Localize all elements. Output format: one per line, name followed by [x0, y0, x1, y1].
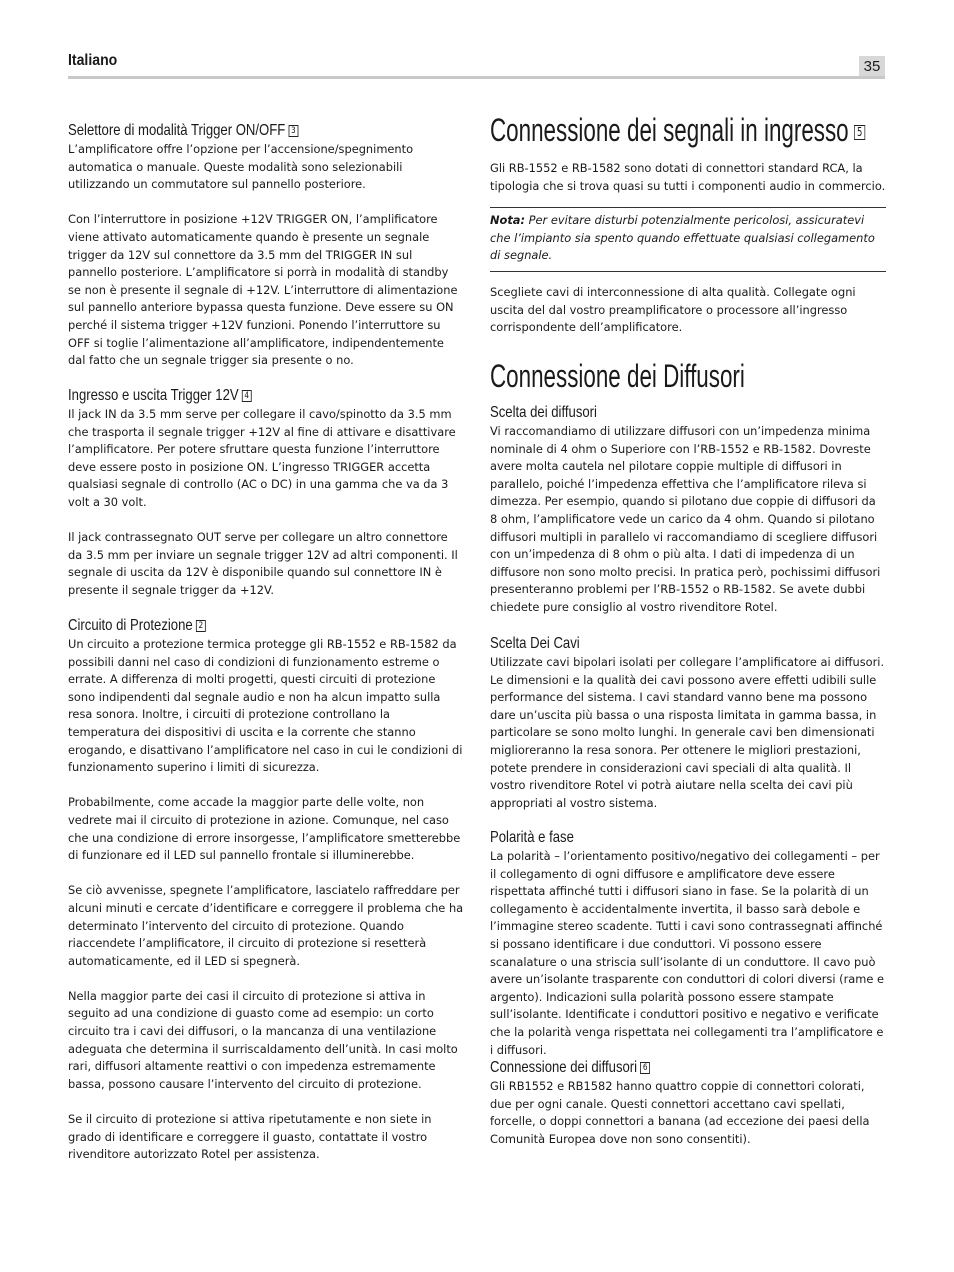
polarity-section [490, 828, 886, 1059]
paragraph: Gli RB-1552 e RB-1582 sono dotati di connettori standard RCA, la tipologia che si trova quasi su tutti i componenti audio in commercio. [490, 161, 886, 193]
paragraph: L’amplificatore offre l’opzione per l’accensione/spegnimento automatica o manuale. Queste modalità sono selezionabili utilizzando un commutatore sul pannello posteriore. [68, 142, 414, 192]
speaker-connection-section [490, 1058, 886, 1148]
ref-number-badge: 4 [242, 390, 252, 402]
polarity-heading: Polarità e fase [490, 829, 574, 846]
header-divider [68, 76, 885, 79]
speaker-connection-heading: Connessione dei diffusori 6 [490, 1058, 815, 1078]
speaker-choice-section [490, 403, 886, 617]
protection-heading: Circuito di Protezione 2 [68, 616, 393, 636]
paragraph: Utilizzate cavi bipolari isolati per collegare l’amplificatore ai diffusori. Le dimensioni e la qualità dei cavi possono avere effetti udibili sulle performance del sistema. I cavi standard vanno bene ma possono dare un’uscita più bassa o una risposta limitata in gamma bassa, in particolare se sono molto lunghi. In generale cavi ben dimensionati miglioreranno la resa sonora. Per ottenere le migliori prestazioni, potete prendere in considerazioni cavi speciali di alta qualità. Il vostro rivenditore Rotel vi potrà aiutare nella scelta dei cavi più appropriati al vostro sistema. [490, 655, 885, 810]
cable-choice-section [490, 634, 886, 812]
input-signals-section [490, 112, 886, 148]
protection-section [68, 616, 464, 1164]
paragraph: Scegliete cavi di interconnessione di alta qualità. Collegate ogni uscita del dal vostro preamplificatore o processore all’ingresso corrispondente dell’amplificatore. [490, 285, 856, 335]
ref-number-badge: 2 [196, 620, 206, 632]
ref-number-badge: 3 [289, 125, 299, 137]
paragraph: Nella maggior parte dei casi il circuito di protezione si attiva in seguito ad una condizione di guasto come ad esempio: un corto circuito tra i cavi dei diffusori, o la mancanza di una ventilazione adeguata che determina il surriscaldamento dell’unità. In casi molto rari, diffusori altamente reattivi o con impedenza estremamente bassa, possono causare l’intervento del circuito di protezione. [68, 988, 458, 1091]
page-number: 35 [859, 56, 885, 77]
trigger-io-section [68, 386, 464, 600]
section-language-label: Italiano [68, 52, 118, 69]
paragraph: Se il circuito di protezione si attiva ripetutamente e non siete in grado di identificare e correggere il guasto, contattate il vostro rivenditore autorizzato Rotel per assistenza. [68, 1112, 432, 1162]
paragraph: Probabilmente, come accade la maggior parte delle volte, non vedrete mai il circuito di protezione in azione. Comunque, nel caso che una condizione di errore insorgesse, l’amplificatore smetterebbe di funzionare ed il LED sul pannello frontale si illuminerebbe. [68, 795, 461, 863]
speakers-heading: Connessione dei Diffusori [490, 358, 745, 394]
paragraph: Con l’interruttore in posizione +12V TRIGGER ON, l’amplificatore viene attivato automaticamente quando è presente un segnale trigger da 12V sul connettore da 3.5 mm del TRIGGER IN sul pannello posteriore. L’amplificatore si porrà in modalità di standby se non è presente il segnale di +12V. L’interruttore di alimentazione sul pannello anteriore bypassa questa funzione. Deve essere su ON perché il sistema trigger +12V funzioni. Ponendo l’interruttore su OFF si toglie l’alimentazione all’amplificatore, indipendentemente dal fatto che un segnale trigger sia presente o no. [68, 212, 458, 368]
paragraph: La polarità – l’orientamento positivo/negativo dei collegamenti – per il collegamento di ogni diffusore e amplificatore deve essere rispettata affinché tutti i diffusori siano in fase. Se la polarità di un collegamento è accidentalmente invertita, il basso sarà debole e l’immagine stereo scadente. Tutti i cavi sono contrassegnati affinché si possano identificare i due conduttori. Vi possono essere scanalature o una striscia sull’isolante di un conduttore. Il cavo può avere un’isolante trasparente con conduttori di colori diversi (rame e argento). Indicazioni sulla polarità possono essere stampate sull’isolante. Identificate i conduttori positivo e negativo e verificate che la polarità venga rispettata nei collegamenti tra l’amplificatore e i diffusori. [490, 849, 884, 1057]
safety-note [490, 207, 886, 272]
note-label: Nota: [490, 213, 526, 227]
paragraph: Il jack contrassegnato OUT serve per collegare un altro connettore da 3.5 mm per inviare un segnale trigger 12V ad altri componenti. Il segnale di uscita da 12V è disponibile quando sul connettore IN è presente il segnale trigger da +12V. [68, 530, 458, 597]
ref-number-badge: 5 [854, 125, 865, 140]
ref-number-badge: 6 [640, 1062, 650, 1074]
input-signals-heading: Connessione dei segnali in ingresso 5 [490, 112, 767, 148]
paragraph: Gli RB1552 e RB1582 hanno quattro coppie di connettori colorati, due per ogni canale. Questi connettori accettano cavi spellati, forcelle, o doppi connettori a banana (ad eccezione dei paesi della Comunità Europea dove non sono consentiti). [490, 1079, 870, 1146]
speaker-choice-heading: Scelta dei diffusori [490, 404, 597, 421]
paragraph: Un circuito a protezione termica protegge gli RB-1552 e RB-1582 da possibili danni nel caso di condizioni di funzionamento estreme o errate. A differenza di molti progetti, questi circuiti di protezione sono indipendenti dal segnale audio e non ha alcun impatto sulla resa sonora. Inoltre, i circuiti di protezione controllano la temperatura dei dispositivi di uscita e la corrente che stanno erogando, e disattivano l’amplificatore nel caso in cui le condizioni di funzionamento superino i limiti di sicurezza. [68, 637, 463, 775]
cable-choice-heading: Scelta Dei Cavi [490, 635, 580, 652]
paragraph: Vi raccomandiamo di utilizzare diffusori con un’impedenza minima nominale di 4 ohm o Superiore con l’RB-1552 e RB-1582. Dovreste avere molta cautela nel pilotare coppie multiple di diffusori in parallelo, poiché l’impedenza effettiva che l’amplificatore rileva si dimezza. Per esempio, quando si pilotano due coppie di diffusori da 8 ohm, l’amplificatore vede un carico da 4 ohm. Quando si pilotano diffusori multipli in parallelo vi raccomandiamo di scegliere diffusori con un’impedenza di 8 ohm o più alta. I dati di impedenza di un diffusore non sono molto precisi. In pratica però, pochissimi diffusori presenteranno problemi per l’RB-1552 o RB-1582. Se avete dubbi chiedete pure consiglio al vostro rivenditore Rotel. [490, 424, 881, 614]
speakers-section [490, 358, 886, 394]
trigger-mode-section [68, 121, 464, 370]
paragraph: Se ciò avvenisse, spegnete l’amplificatore, lasciatelo raffreddare per alcuni minuti e cercate d’identificare e correggere il problema che ha determinato l’intervento del circuito di protezione. Quando riaccendete l’amplificatore, il circuito di protezione si resetterà automaticamente, ed il LED si spegnerà. [68, 883, 464, 968]
paragraph: Il jack IN da 3.5 mm serve per collegare il cavo/spinotto da 3.5 mm che trasporta il segnale trigger +12V al fine di attivare e disattivare l’amplificatore. Per potere sfruttare questa funzione l’interruttore deve essere posto in posizione ON. L’ingresso TRIGGER accetta qualsiasi segnale di controllo (AC o DC) in una gamma che va da 3 volt a 30 volt. [68, 407, 456, 509]
trigger-mode-heading: Selettore di modalità Trigger ON/OFF 3 [68, 121, 393, 141]
note-text: Per evitare disturbi potenzialmente pericolosi, assicuratevi che l’impianto sia spento quando effettuate qualsiasi collegamento di segnale. [490, 213, 875, 263]
trigger-io-heading: Ingresso e uscita Trigger 12V 4 [68, 386, 393, 406]
